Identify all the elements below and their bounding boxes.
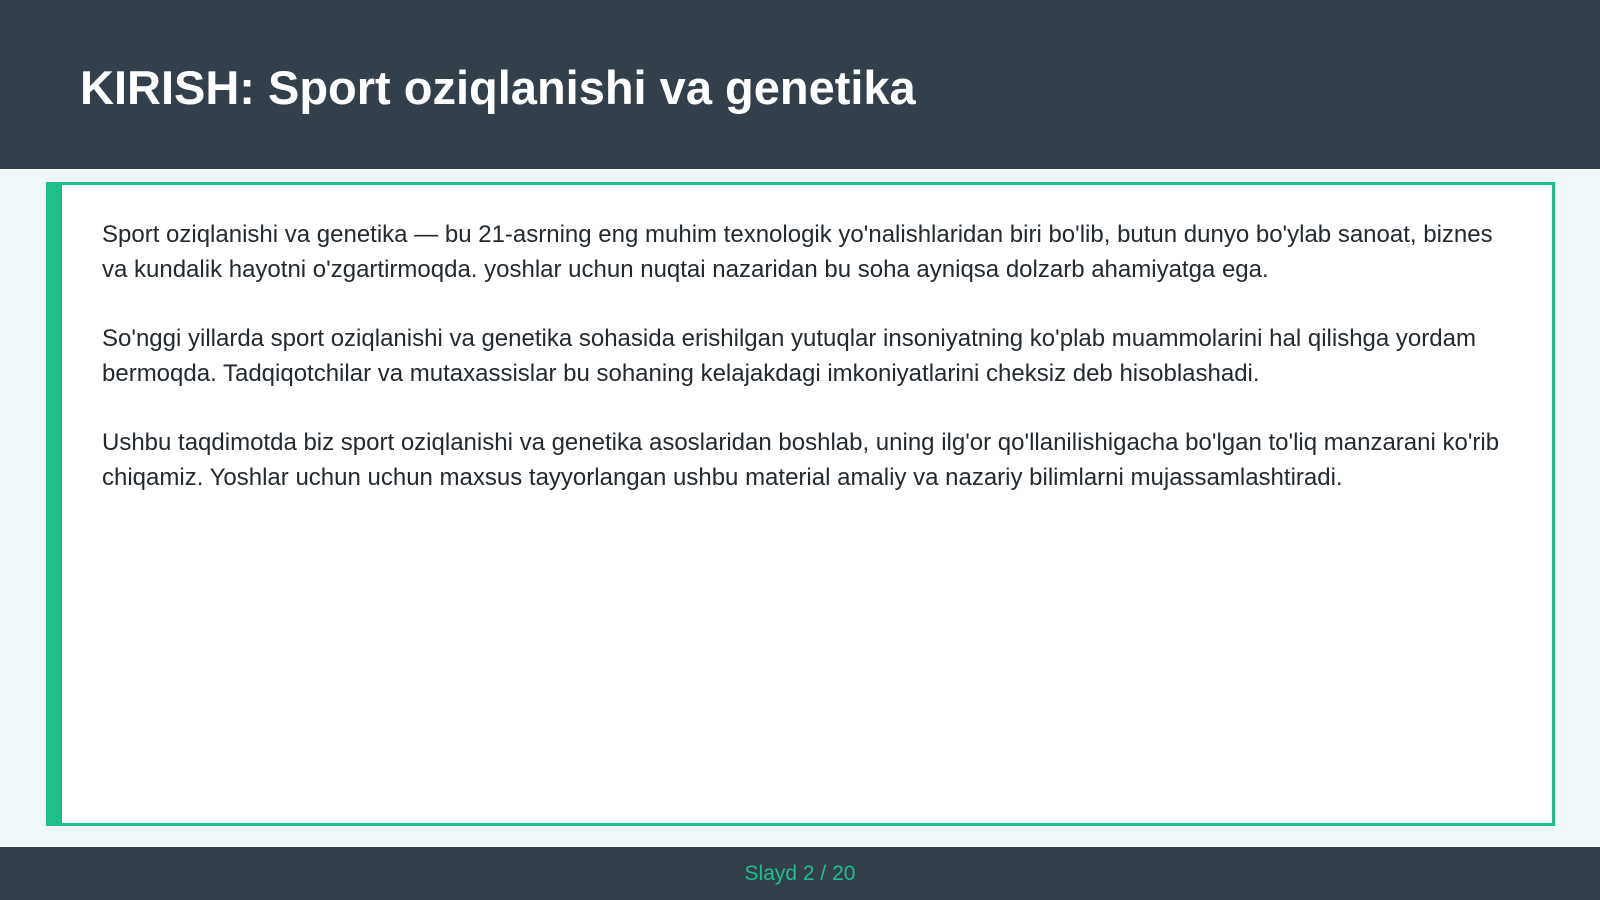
intro-paragraph-1: Sport oziqlanishi va genetika — bu 21-asrning eng muhim texnologik yo'nalishlaridan biri bo'lib, butun dunyo bo'ylab sanoat, biznes va kundalik hayotni o'zgartirmoqda. yoshlar uchun nuqtai nazaridan bu soha ayniqsa dolzarb ahamiyatga ega. [102, 221, 1493, 283]
slide-footer [0, 847, 1600, 900]
intro-paragraph-2: So'nggi yillarda sport oziqlanishi va genetika sohasida erishilgan yutuqlar insoniyatning ko'plab muammolarini hal qilishga yordam bermoqda. Tadqiqotchilar va mutaxassislar bu sohaning kelajakdagi imkoniyatlarini cheksiz deb hisoblashadi. [102, 325, 1476, 387]
slide-title: KIRISH: Sport oziqlanishi va genetika [80, 61, 916, 114]
paragraph-list [102, 217, 1512, 529]
slide-header [0, 0, 1600, 169]
content-panel [46, 182, 1555, 826]
slide-number: Slayd 2 / 20 [744, 862, 856, 885]
intro-paragraph-3: Ushbu taqdimotda biz sport oziqlanishi va genetika asoslaridan boshlab, uning ilg'or qo'llanilishigacha bo'lgan to'liq manzarani ko'rib chiqamiz. Yoshlar uchun uchun maxsus tayyorlangan ushbu material amaliy va nazariy bilimlarni mujassamlashtiradi. [102, 429, 1500, 491]
